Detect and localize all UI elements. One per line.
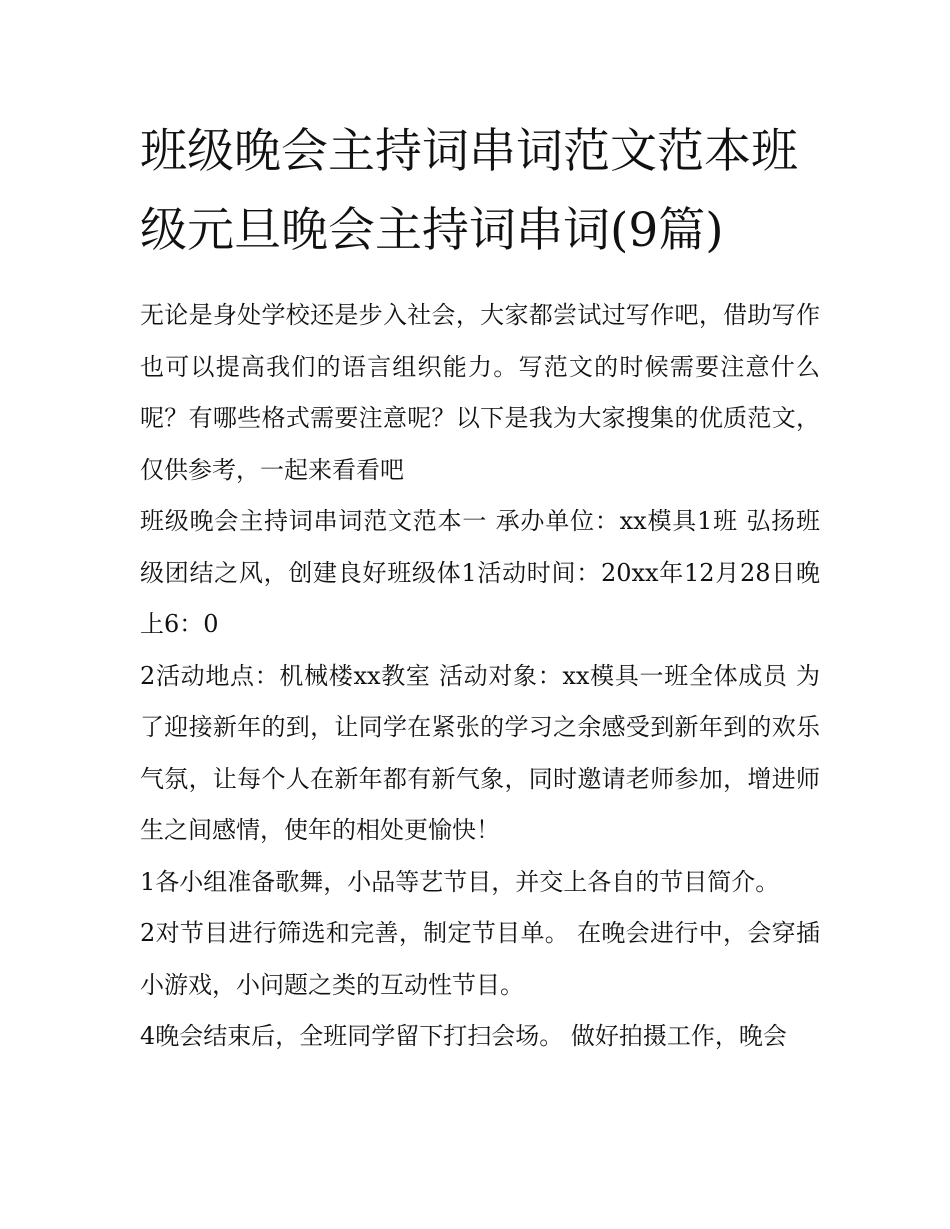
paragraph-location-purpose: 2活动地点：机械楼xx教室 活动对象：xx模具一班全体成员 为了迎接新年的到，让同学在紧张的学习之余感受到新年到的欢乐气氛，让每个人在新年都有新气象，同时邀请老师参加，增进师生之间感情，使年的相处更愉快！ <box>140 661 820 844</box>
document-title: 班级晚会主持词串词范文范本班级元旦晚会主持词串词(9篇) <box>140 124 798 258</box>
paragraph-step-1: 1各小组准备歌舞，小品等艺节目，并交上各自的节目简介。 <box>140 867 780 896</box>
paragraph-step-2: 2对节目进行筛选和完善，制定节目单。 在晚会进行中，会穿插小游戏，小问题之类的互动性节目。 <box>140 919 820 999</box>
document-body <box>140 290 820 1063</box>
paragraph-intro: 无论是身处学校还是步入社会，大家都尝试过写作吧，借助写作也可以提高我们的语言组织能力。写范文的时候需要注意什么呢？有哪些格式需要注意呢？以下是我为大家搜集的优质范文，仅供参考，一起来看看吧 <box>140 301 820 484</box>
document-page <box>140 112 820 1063</box>
paragraph-step-4: 4晚会结束后，全班同学留下打扫会场。 做好拍摄工作，晚会 <box>140 1022 787 1050</box>
paragraph-organizer-time: 班级晚会主持词串词范文范本一 承办单位：xx模具1班 弘扬班级团结之风，创建良好班级体1活动时间：20xx年12月28日晚上6：0 <box>140 507 820 638</box>
